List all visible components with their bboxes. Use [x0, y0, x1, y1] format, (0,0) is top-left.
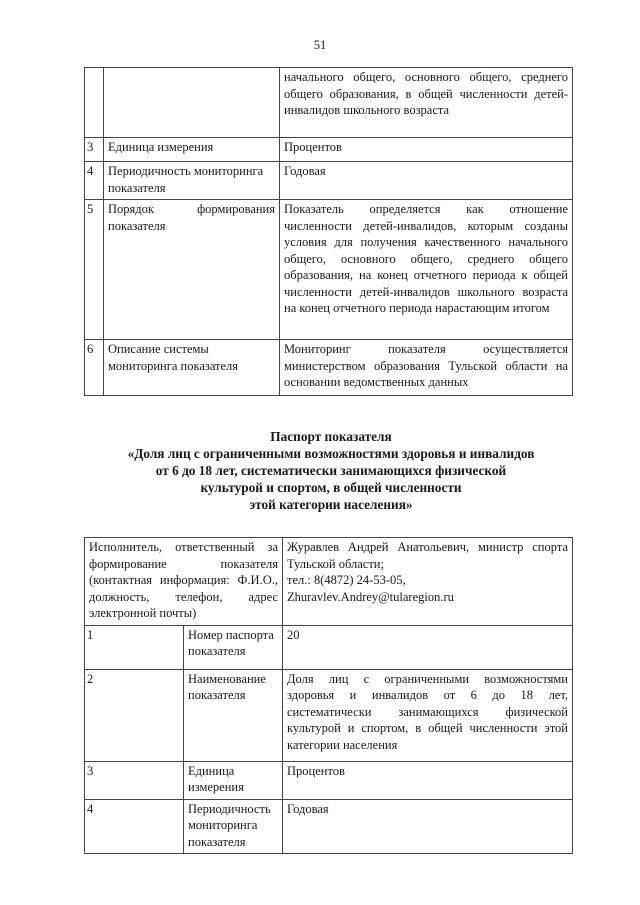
table-row [85, 761, 573, 799]
table-row [85, 669, 573, 761]
executor-label: Исполнитель, ответственный за формирование показателя (контактная информация: Ф.И.О., должность, телефон, адрес электронной почты) [85, 538, 283, 626]
table-row [85, 625, 573, 669]
row-value: Показатель определяется как отношение численности детей-инвалидов, которым созданы условия для получения качественного начального общего, основного общего, среднего общего образования, на конец отчетного периода к общей численности детей-инвалидов школьного возраста на конец отчетного периода нарастающим итогом [280, 200, 573, 340]
row-label: Порядок формирования показателя [104, 200, 280, 340]
row-value: Доля лиц с ограниченными возможностями здоровья и инвалидов от 6 до 18 лет, систематически занимающихся физической культурой и спортом, в общей численности этой категории населения [283, 669, 573, 761]
row-label [104, 68, 280, 138]
row-number [85, 68, 104, 138]
row-label: Номер паспорта показателя [184, 625, 283, 669]
executor-email: Zhuravlev.Andrey@tularegion.ru [287, 589, 454, 604]
table-row [85, 138, 573, 162]
executor-value [283, 538, 573, 626]
passport-heading [96, 428, 566, 513]
row-number: 4 [85, 162, 104, 200]
row-label: Единица измерения [104, 138, 280, 162]
indicator-table-continued [84, 67, 573, 396]
row-value: Годовая [283, 799, 573, 854]
passport-subtitle-line: от 6 до 18 лет, систематически занимающихся физической [155, 463, 507, 478]
row-label: Единица измерения [184, 761, 283, 799]
passport-title: Паспорт показателя [270, 429, 392, 444]
row-number: 3 [85, 761, 184, 799]
table-row [85, 68, 573, 138]
table-row [85, 162, 573, 200]
row-value: Процентов [280, 138, 573, 162]
row-number: 2 [85, 669, 184, 761]
row-value: Мониторинг показателя осуществляется министерством образования Тульской области на основании ведомственных данных [280, 340, 573, 396]
page-number: 51 [313, 38, 327, 52]
row-number: 6 [85, 340, 104, 396]
row-number: 4 [85, 799, 184, 854]
row-value: начального общего, основного общего, среднего общего образования, в общей численности детей-инвалидов школьного возраста [280, 68, 573, 138]
table-row [85, 340, 573, 396]
executor-name: Журавлев Андрей Анатольевич, министр спорта Тульской области; [287, 540, 568, 571]
table-row [85, 799, 573, 854]
passport-subtitle-line: «Доля лиц с ограниченными возможностями здоровья и инвалидов [127, 446, 535, 461]
row-label: Периодичность мониторинга показателя [184, 799, 283, 854]
executor-phone: тел.: 8(4872) 24-53-05, [287, 573, 406, 587]
row-label: Наименование показателя [184, 669, 283, 761]
row-label: Описание системы мониторинга показателя [104, 340, 280, 396]
table-row [85, 538, 573, 626]
row-number: 1 [85, 625, 184, 669]
passport-subtitle-line: этой категории населения» [249, 497, 413, 512]
row-value: 20 [283, 625, 573, 669]
passport-subtitle-line: культурой и спортом, в общей численности [200, 480, 462, 495]
row-value: Годовая [280, 162, 573, 200]
row-label: Периодичность мониторинга показателя [104, 162, 280, 200]
row-number: 3 [85, 138, 104, 162]
row-value: Процентов [283, 761, 573, 799]
table-row [85, 200, 573, 340]
passport-table [84, 537, 573, 854]
row-number: 5 [85, 200, 104, 340]
